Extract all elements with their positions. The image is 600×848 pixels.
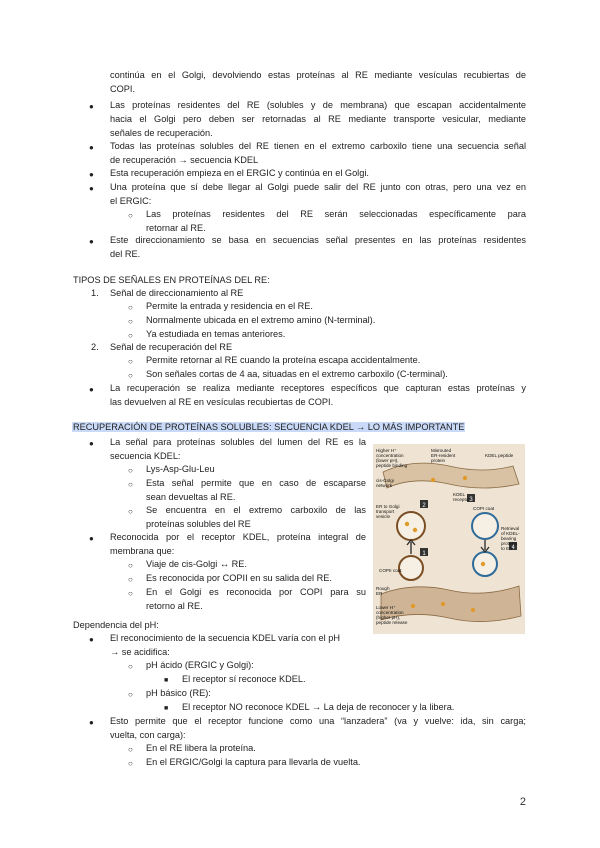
transport-vesicle bbox=[397, 512, 425, 540]
bullet-dot: ● bbox=[89, 102, 94, 111]
bullet-line: La recuperación se realiza mediante receptores específicos que capturan estas proteínas y bbox=[110, 383, 526, 393]
sub-bullet-line: retornar al RE. bbox=[146, 223, 206, 233]
sub-bullet-circle: ○ bbox=[128, 466, 133, 475]
sub-bullet-line: Esta señal permite que en caso de escaparse bbox=[146, 478, 366, 488]
sub-bullet-circle: ○ bbox=[128, 317, 133, 326]
list-item-title: Señal de recuperación del RE bbox=[110, 342, 233, 352]
sub-bullet-line: proteínas solubles del RE bbox=[146, 519, 251, 529]
bullet-line: Este direccionamiento se basa en secuencias señal presentes en las proteínas residentes bbox=[110, 235, 526, 245]
sub-bullet-line: Normalmente ubicada en el extremo amino (N-terminal). bbox=[146, 315, 376, 325]
sub-bullet-line: pH ácido (ERGIC y Golgi): bbox=[146, 660, 254, 670]
cargo-dot bbox=[405, 522, 409, 526]
sub-bullet-circle: ○ bbox=[128, 303, 133, 312]
sub-bullet-line: En el RE libera la proteína. bbox=[146, 743, 256, 753]
figure-label: ER-resident bbox=[431, 453, 456, 458]
figure-label: concentration bbox=[376, 453, 404, 458]
figure-label: COPI coat bbox=[473, 506, 495, 511]
figure-label: Retrieval bbox=[501, 526, 520, 531]
figure-label: KDEL peptide bbox=[485, 453, 514, 458]
figure-label: of KDEL- bbox=[501, 531, 520, 536]
bullet-dot: ● bbox=[89, 718, 94, 727]
figure-label: (higher pH), bbox=[376, 615, 401, 620]
cargo-dot bbox=[411, 604, 415, 608]
bullet-line: Esto permite que el receptor funcione como una “lanzadera” (va y vuelve: ida, sin carga; bbox=[110, 716, 526, 726]
cargo-dot bbox=[463, 476, 467, 480]
sub-bullet-line: Permite la entrada y residencia en el RE. bbox=[146, 301, 313, 311]
cargo-dot bbox=[413, 528, 417, 532]
sub-bullet-circle: ○ bbox=[128, 589, 133, 598]
cargo-dot bbox=[431, 478, 435, 482]
list-item-title: Señal de direccionamiento al RE bbox=[110, 288, 244, 298]
bullet-dot: ● bbox=[89, 184, 94, 193]
sub-bullet-line: Es reconocida por COPII en su salida del RE. bbox=[146, 573, 332, 583]
cargo-dot bbox=[471, 608, 475, 612]
kdel-retrieval-diagram bbox=[373, 444, 525, 634]
figure-label: vesicle bbox=[376, 514, 391, 519]
bullet-dot: ● bbox=[89, 237, 94, 246]
figure-label: network bbox=[376, 483, 393, 488]
cargo-dot bbox=[441, 602, 445, 606]
sub-bullet-line: Permite retornar al RE cuando la proteína escapa accidentalmente. bbox=[146, 355, 421, 365]
figure-label: Rough bbox=[376, 586, 390, 591]
step-number: 3 bbox=[469, 497, 473, 503]
continuation-line: COPI. bbox=[110, 84, 136, 94]
bullet-line: de recuperación → secuencia KDEL bbox=[110, 155, 259, 165]
bullet-line: Una proteína que sí debe llegar al Golgi puede salir del RE junto con otras, pero una vez en bbox=[110, 182, 526, 192]
bullet-line: Todas las proteínas solubles del RE tienen en el extremo carboxilo tiene una secuencia señal bbox=[110, 141, 526, 151]
bullet-dot: ● bbox=[89, 534, 94, 543]
list-number: 2. bbox=[91, 342, 99, 352]
copii-vesicle bbox=[399, 556, 423, 580]
sub-bullet-line: Se encuentra en el extremo carboxilo de las bbox=[146, 505, 366, 515]
figure-label: peptide binding bbox=[376, 463, 408, 468]
figure-label: Misrouted bbox=[431, 448, 452, 453]
sub-bullet-line: Son señales cortas de 4 aa, situadas en el extremo carboxilo (C-terminal). bbox=[146, 369, 448, 379]
figure-label: to ER bbox=[501, 546, 513, 551]
section-heading: TIPOS DE SEÑALES EN PROTEÍNAS DEL RE: bbox=[73, 275, 270, 285]
section-heading: Dependencia del pH: bbox=[73, 620, 159, 630]
figure-label: protein bbox=[431, 458, 446, 463]
figure-label: ER to Golgi bbox=[376, 504, 400, 509]
bullet-line: Reconocida por el receptor KDEL, proteína integral de bbox=[110, 532, 366, 542]
sub-bullet-line: En el Golgi es reconocida por COPI para su bbox=[146, 587, 366, 597]
bullet-dot: ● bbox=[89, 385, 94, 394]
figure-label: (lower pH), bbox=[376, 458, 399, 463]
sub-bullet-line: En el ERGIC/Golgi la captura para llevarla de vuelta. bbox=[146, 757, 361, 767]
figure-label: Higher H⁺ bbox=[376, 448, 397, 453]
page-number: 2 bbox=[519, 796, 526, 808]
figure-label: transport bbox=[376, 509, 395, 514]
sub-bullet-circle: ○ bbox=[128, 662, 133, 671]
bullet-line: Las proteínas residentes del RE (solubles y de membrana) que escapan accidentalmente bbox=[110, 100, 526, 110]
bullet-line: El reconocimiento de la secuencia KDEL varía con el pH bbox=[110, 633, 340, 643]
sub-bullet-line: Las proteínas residentes del RE serán seleccionadas específicamente para bbox=[146, 209, 526, 219]
bullet-dot: ● bbox=[89, 439, 94, 448]
sub-bullet-circle: ○ bbox=[128, 480, 133, 489]
bullet-line: secuencia KDEL: bbox=[110, 451, 181, 461]
figure-label: peptide release bbox=[376, 620, 408, 625]
sub-bullet-circle: ○ bbox=[128, 357, 133, 366]
figure-label: concentration bbox=[376, 610, 404, 615]
copi-vesicle bbox=[472, 513, 498, 539]
highlight: RECUPERACIÓN DE PROTEÍNAS SOLUBLES: SECUENCIA KDEL → LO MÁS IMPORTANTE bbox=[73, 422, 465, 432]
bullet-dot: ● bbox=[89, 143, 94, 152]
bullet-line: Esta recuperación empieza en el ERGIC y continúa en el Golgi. bbox=[110, 168, 369, 178]
section-heading-highlighted bbox=[72, 421, 465, 435]
sub-bullet-circle: ○ bbox=[128, 507, 133, 516]
bullet-line: hacia el Golgi pero deben ser retornadas al RE mediante transporte vesicular, mediante bbox=[110, 114, 526, 124]
bullet-dot: ● bbox=[89, 170, 94, 179]
sub-bullet-line: sean devueltas al RE. bbox=[146, 492, 236, 502]
step-number: 1 bbox=[422, 551, 426, 557]
sub-bullet-line: Lys-Asp-Glu-Leu bbox=[146, 464, 215, 474]
bullet-dot: ● bbox=[89, 635, 94, 644]
bullet-line: del RE. bbox=[110, 249, 141, 259]
sub-sub-bullet-square: ■ bbox=[164, 705, 169, 712]
sub-bullet-circle: ○ bbox=[128, 371, 133, 380]
sub-bullet-circle: ○ bbox=[128, 561, 133, 570]
sub-bullet-line: Ya estudiada en temas anteriores. bbox=[146, 329, 286, 339]
sub-bullet-circle: ○ bbox=[128, 575, 133, 584]
figure-label: Lower H⁺ bbox=[376, 605, 396, 610]
figure-label: cis-Golgi bbox=[376, 478, 394, 483]
figure-label: proteins bbox=[501, 541, 518, 546]
sub-bullet-circle: ○ bbox=[128, 690, 133, 699]
sub-bullet-line: Viaje de cis-Golgi ↔ RE. bbox=[146, 559, 247, 569]
list-number: 1. bbox=[91, 288, 99, 298]
figure-label: bearing bbox=[501, 536, 517, 541]
bullet-line: las devuelven al RE en vesículas recubiertas de COPI. bbox=[110, 397, 334, 407]
bullet-line: → se acidifica: bbox=[110, 647, 170, 657]
sub-bullet-circle: ○ bbox=[128, 211, 133, 220]
bullet-line: La señal para proteínas solubles del lumen del RE es la bbox=[110, 437, 366, 447]
sub-bullet-line: retorno al RE. bbox=[146, 601, 203, 611]
bullet-line: señales de recuperación. bbox=[110, 128, 213, 138]
step-number: 4 bbox=[511, 545, 515, 551]
sub-bullet-circle: ○ bbox=[128, 759, 133, 768]
bullet-line: membrana que: bbox=[110, 546, 175, 556]
bullet-line: vuelta, con carga): bbox=[110, 730, 186, 740]
sub-sub-bullet-line: El receptor sí reconoce KDEL. bbox=[182, 674, 306, 684]
sub-sub-bullet-square: ■ bbox=[164, 677, 169, 684]
bullet-line: el ERGIC: bbox=[110, 196, 152, 206]
figure-label: COPII coat bbox=[379, 568, 402, 573]
sub-bullet-circle: ○ bbox=[128, 745, 133, 754]
figure-label: ER bbox=[376, 591, 383, 596]
sub-sub-bullet-line: El receptor NO reconoce KDEL → La deja de reconocer y la libera. bbox=[182, 702, 455, 712]
continuation-line: continúa en el Golgi, devolviendo estas proteínas al RE mediante vesículas recubiertas de bbox=[110, 70, 526, 80]
sub-bullet-circle: ○ bbox=[128, 331, 133, 340]
figure-label: KDEL bbox=[453, 492, 466, 497]
step-number: 2 bbox=[422, 503, 426, 509]
cargo-dot bbox=[481, 562, 485, 566]
figure-label: receptor bbox=[453, 497, 470, 502]
sub-bullet-line: pH básico (RE): bbox=[146, 688, 211, 698]
